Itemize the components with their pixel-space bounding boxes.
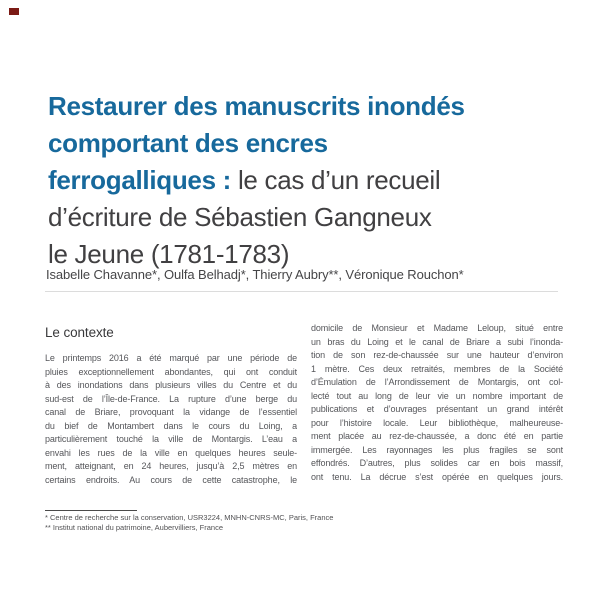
- body-text-line: à des inondations dans plusieurs villes du Centre et du: [45, 380, 297, 390]
- article-title: [48, 88, 560, 273]
- body-text-line: pluies exceptionnellement abondantes, qui ont conduit: [45, 366, 297, 377]
- body-text-line: particulièrement touché la ville de Montargis. L’eau a: [45, 434, 297, 444]
- body-text-line: pour l’histoire locale. Leur bibliothèque, malheureuse-: [311, 417, 563, 428]
- body-text-line: ment, atteignant, en 24 heures, jusqu’à 2,5 mètres en: [45, 461, 297, 471]
- body-text-line: un bras du Loing et le canal de Briare a subi l’inonda-: [311, 336, 563, 347]
- title-line: [48, 162, 560, 199]
- authors-line: Isabelle Chavanne*, Oulfa Belhadj*, Thierry Aubry**, Véronique Rouchon*: [46, 267, 464, 282]
- footnote-line: * Centre de recherche sur la conservation, USR3224, MNHN-CNRS-MC, Paris, France: [45, 513, 334, 522]
- title-highlight: comportant des encres: [48, 128, 328, 158]
- footnote-line: ** Institut national du patrimoine, Aubervilliers, France: [45, 523, 224, 532]
- body-text-line: lecté tout au long de leur vie un nombre important de: [311, 390, 563, 401]
- body-text-line: immergée. Les rayonnages les plus fragiles se sont: [311, 444, 563, 455]
- body-column-right: [311, 322, 563, 484]
- corner-mark: [9, 8, 19, 15]
- title-line: [48, 88, 560, 125]
- body-text-line: tion de son rez-de-chaussée sur une hauteur d’environ: [311, 350, 563, 360]
- title-rest: le Jeune (1781-1783): [48, 239, 290, 269]
- title-line: [48, 199, 560, 236]
- body-text-line: ont tenu. La décrue s’est opérée en quelques jours.: [311, 471, 563, 482]
- title-highlight: Restaurer des manuscrits inondés: [48, 91, 465, 121]
- title-rest: d’écriture de Sébastien Gangneux: [48, 202, 432, 232]
- title-line: [48, 125, 560, 162]
- footnote-divider: [45, 510, 137, 511]
- body-text-line: effondrés. D’autres, plus solides car en bois massif,: [311, 458, 563, 468]
- body-text-line: canal de Briare, provoquant la vidange de l’essentiel: [45, 407, 297, 417]
- header-divider: [45, 291, 558, 292]
- title-rest: le cas d’un recueil: [231, 165, 441, 195]
- body-text-line: sud-est de l’Île-de-France. La rupture d’une berge du: [45, 393, 297, 404]
- body-text-line: du bief de Montambert dans le cours du Loing, a: [45, 420, 297, 431]
- body-text-line: certains endroits. Au cours de cette catastrophe, le: [45, 474, 297, 485]
- footnotes: [45, 513, 505, 533]
- body-text-line: domicile de Monsieur et Madame Leloup, situé entre: [311, 323, 563, 333]
- body-text-line: ment placée au rez-de-chaussée, a donc été en partie: [311, 431, 563, 441]
- body-text-line: d’Émulation de l’Arrondissement de Montargis, ont col-: [311, 377, 563, 387]
- section-heading: Le contexte: [45, 325, 114, 340]
- body-text-line: envahi les rues de la ville en quelques heures seule-: [45, 447, 297, 458]
- body-text-line: Le printemps 2016 a été marqué par une période de: [45, 353, 297, 363]
- body-text-line: publications et d’ouvrages présentant un grand intérêt: [311, 404, 563, 414]
- body-column-left: [45, 352, 297, 487]
- title-highlight: ferrogalliques :: [48, 165, 232, 195]
- body-text-line: 1 mètre. Ces deux retraités, membres de la Société: [311, 363, 563, 374]
